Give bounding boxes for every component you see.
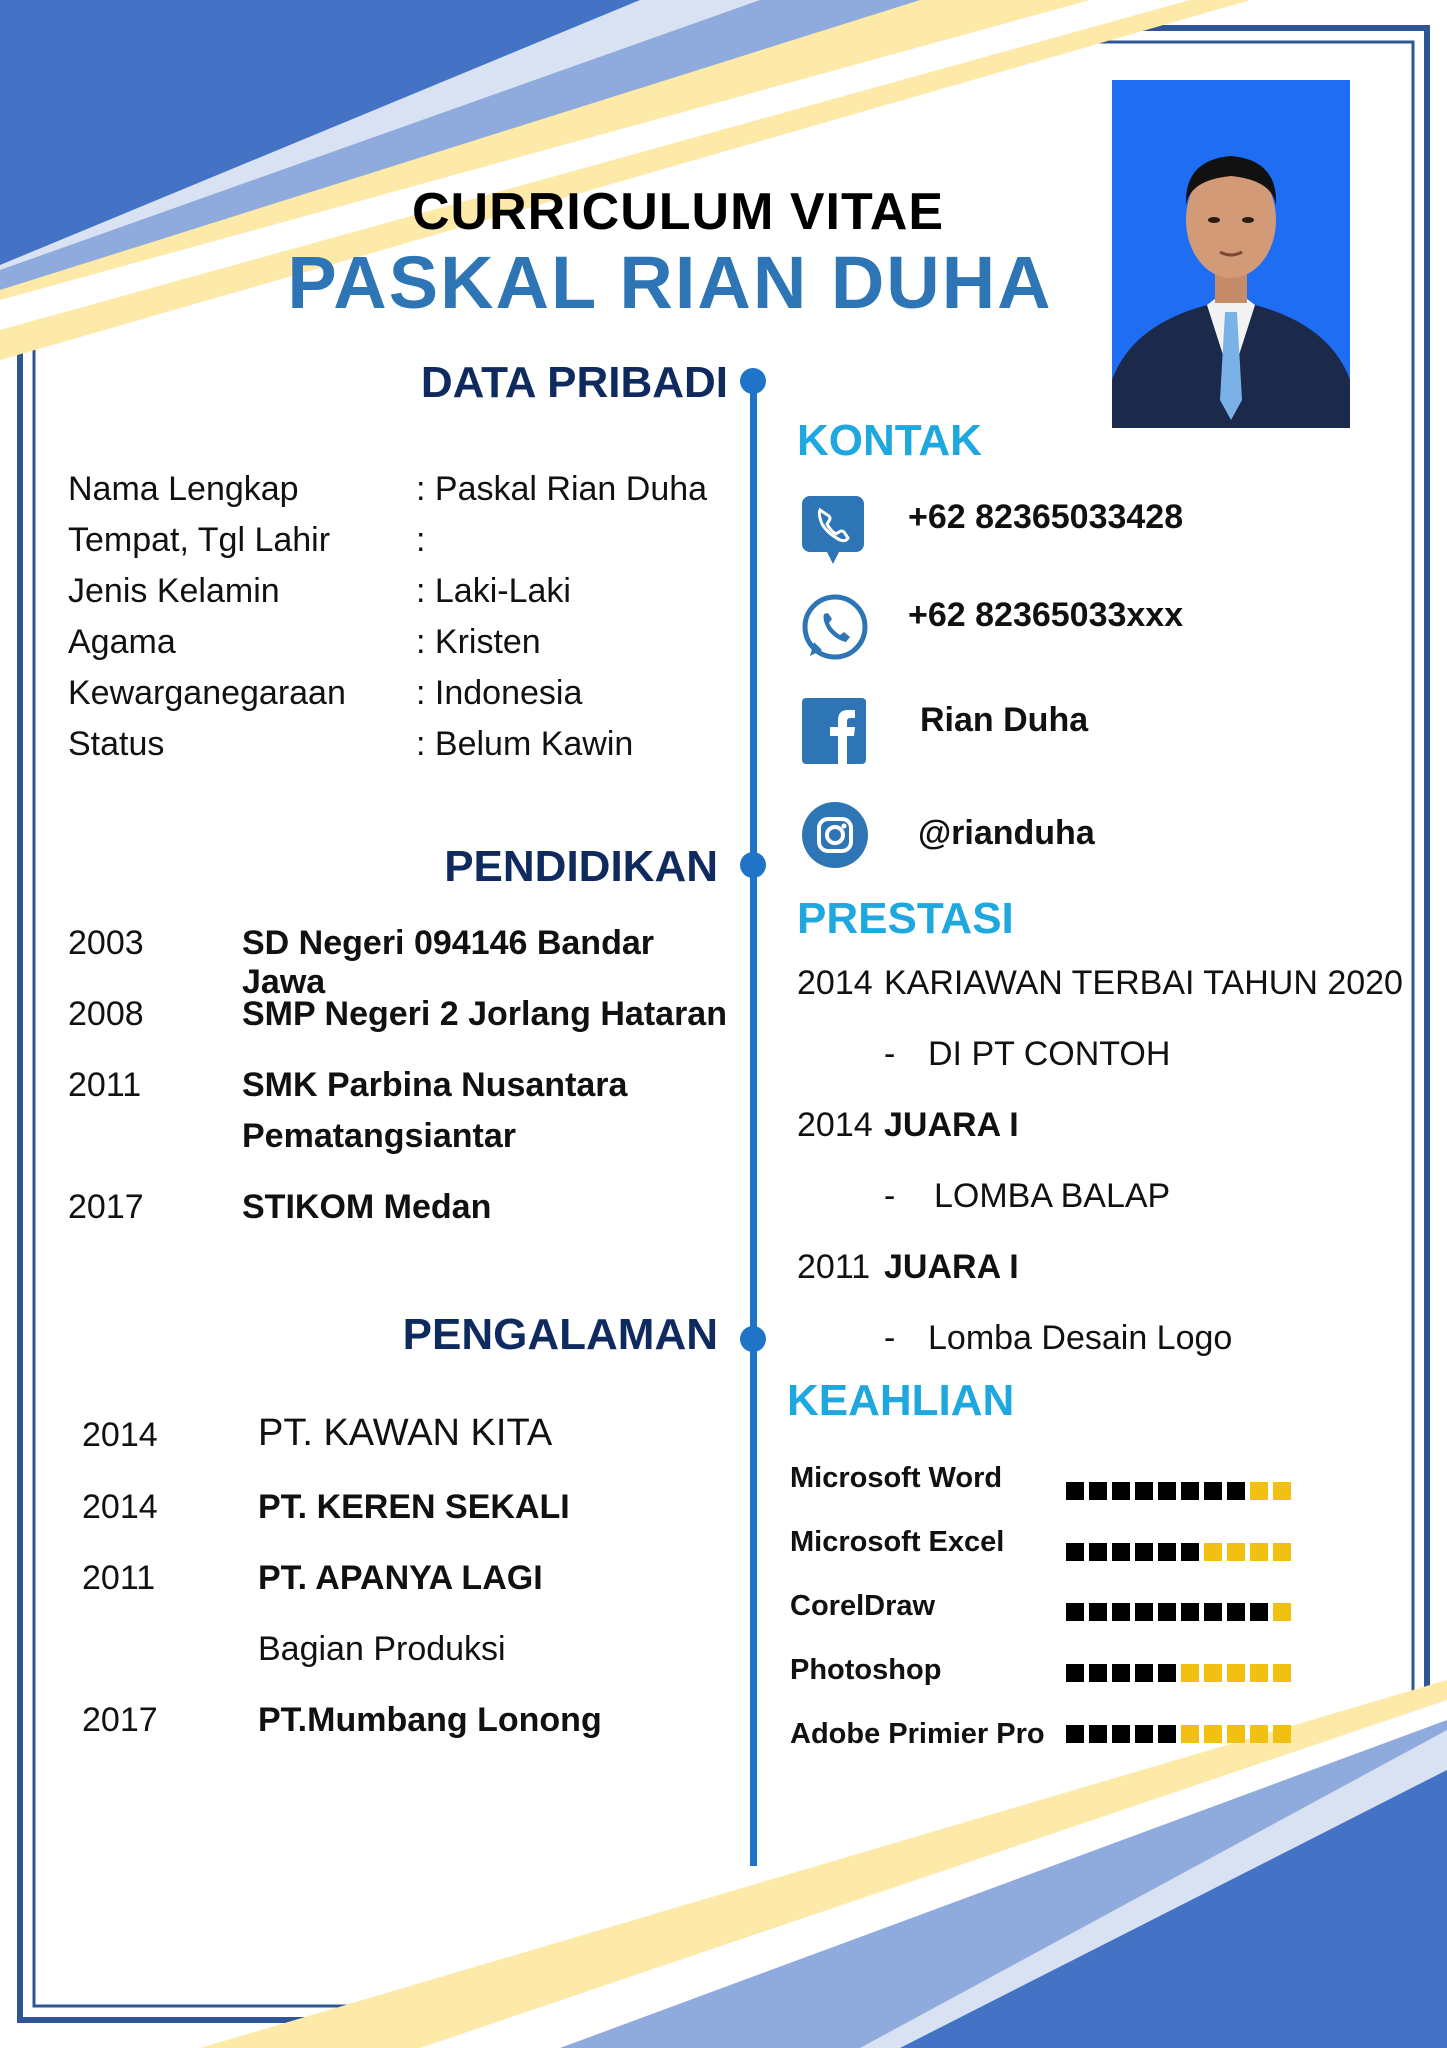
skill-level-empty: [1181, 1664, 1199, 1682]
skill-level-filled: [1135, 1664, 1153, 1682]
skill-level-empty: [1273, 1543, 1291, 1561]
education-year: 2008: [68, 995, 144, 1033]
skill-level-filled: [1089, 1725, 1107, 1743]
cv-title: CURRICULUM VITAE: [412, 183, 945, 241]
education-school: SMK Parbina Nusantara: [242, 1066, 628, 1104]
field-value: : Kristen: [416, 623, 541, 661]
achievement-detail: Lomba Desain Logo: [928, 1319, 1233, 1357]
skill-level-empty: [1204, 1664, 1222, 1682]
skill-level-filled: [1158, 1725, 1176, 1743]
skill-level-empty: [1250, 1482, 1268, 1500]
section-heading-data-pribadi: DATA PRIBADI: [420, 358, 728, 407]
profile-photo: [1112, 80, 1350, 428]
skill-level-empty: [1273, 1482, 1291, 1500]
phone-icon: [800, 494, 866, 560]
dash: -: [884, 1177, 896, 1215]
skill-level-empty: [1250, 1725, 1268, 1743]
skill-level-filled: [1112, 1543, 1130, 1561]
dash: -: [884, 1319, 896, 1357]
skill-level-filled: [1066, 1603, 1084, 1621]
whatsapp-number: +62 82365033xxx: [908, 596, 1184, 634]
field-value: : Laki-Laki: [416, 572, 571, 610]
achievement-title: JUARA I: [884, 1106, 1019, 1144]
skill-level-empty: [1227, 1543, 1245, 1561]
skill-level-filled: [1227, 1603, 1245, 1621]
skill-level-filled: [1135, 1482, 1153, 1500]
timeline-dot: [740, 368, 766, 394]
skill-level-empty: [1204, 1725, 1222, 1743]
skill-level-filled: [1112, 1603, 1130, 1621]
achievement-title: KARIAWAN TERBAI TAHUN 2020: [884, 964, 1403, 1002]
timeline-dot: [740, 1326, 766, 1352]
achievement-year: 2014: [797, 964, 873, 1002]
skill-bar: [1066, 1543, 1291, 1561]
skill-level-filled: [1181, 1482, 1199, 1500]
skill-name: Microsoft Word: [790, 1462, 1003, 1494]
field-label: Kewarganegaraan: [68, 674, 346, 712]
skill-level-empty: [1273, 1725, 1291, 1743]
skill-level-filled: [1089, 1603, 1107, 1621]
experience-year: 2014: [82, 1416, 158, 1454]
field-value: :: [416, 521, 426, 559]
timeline-dot: [740, 852, 766, 878]
field-label: Agama: [68, 623, 176, 661]
facebook-name: Rian Duha: [920, 701, 1089, 739]
skill-level-filled: [1089, 1543, 1107, 1561]
skill-level-filled: [1227, 1482, 1245, 1500]
education-school-line2: Pematangsiantar: [242, 1117, 516, 1155]
skill-level-filled: [1066, 1664, 1084, 1682]
skill-level-filled: [1112, 1482, 1130, 1500]
skill-name: Photoshop: [790, 1654, 942, 1686]
field-label: Status: [68, 725, 165, 763]
skill-level-filled: [1112, 1725, 1130, 1743]
experience-company: PT. APANYA LAGI: [258, 1559, 543, 1597]
experience-year: 2011: [82, 1559, 156, 1597]
instagram-handle: @rianduha: [918, 814, 1095, 852]
skill-level-filled: [1112, 1664, 1130, 1682]
skill-level-filled: [1158, 1664, 1176, 1682]
skill-level-filled: [1181, 1603, 1199, 1621]
field-label: Nama Lengkap: [68, 470, 299, 508]
achievement-year: 2014: [797, 1106, 873, 1144]
section-heading-pendidikan: PENDIDIKAN: [444, 842, 718, 891]
skill-name: Adobe Primier Pro: [790, 1718, 1045, 1750]
whatsapp-icon: [800, 592, 866, 658]
skill-level-filled: [1158, 1603, 1176, 1621]
field-label: Tempat, Tgl Lahir: [68, 521, 331, 559]
achievement-detail: LOMBA BALAP: [934, 1177, 1171, 1215]
field-label: Jenis Kelamin: [68, 572, 280, 610]
achievement-detail: DI PT CONTOH: [928, 1035, 1171, 1073]
education-school: SD Negeri 094146 Bandar Jawa: [242, 924, 654, 1001]
field-value: : Paskal Rian Duha: [416, 470, 708, 508]
skill-level-filled: [1158, 1543, 1176, 1561]
skill-level-empty: [1227, 1725, 1245, 1743]
section-heading-keahlian: KEAHLIAN: [787, 1376, 1015, 1425]
skill-level-empty: [1181, 1725, 1199, 1743]
skill-level-filled: [1250, 1603, 1268, 1621]
skill-level-empty: [1250, 1664, 1268, 1682]
person-name: PASKAL RIAN DUHA: [287, 241, 1053, 324]
instagram-icon: [800, 800, 866, 866]
section-heading-prestasi: PRESTASI: [797, 894, 1014, 943]
skill-level-empty: [1204, 1543, 1222, 1561]
achievement-year: 2011: [797, 1248, 871, 1286]
skill-level-filled: [1181, 1543, 1199, 1561]
skill-bar: [1066, 1482, 1291, 1500]
education-year: 2017: [68, 1188, 144, 1226]
education-school: STIKOM Medan: [242, 1188, 492, 1226]
phone-number: +62 82365033428: [908, 498, 1184, 536]
experience-company: PT. KEREN SEKALI: [258, 1488, 570, 1526]
education-school: SMP Negeri 2 Jorlang Hataran: [242, 995, 727, 1033]
experience-year: 2014: [82, 1488, 158, 1526]
skill-level-filled: [1135, 1725, 1153, 1743]
skill-level-filled: [1158, 1482, 1176, 1500]
skill-level-filled: [1089, 1664, 1107, 1682]
skill-level-filled: [1204, 1482, 1222, 1500]
skill-name: Microsoft Excel: [790, 1526, 1005, 1558]
skill-level-empty: [1273, 1603, 1291, 1621]
skill-level-filled: [1066, 1725, 1084, 1743]
skill-level-empty: [1227, 1664, 1245, 1682]
achievement-title: JUARA I: [884, 1248, 1019, 1286]
skill-level-filled: [1204, 1603, 1222, 1621]
education-year: 2003: [68, 924, 144, 962]
skill-level-filled: [1135, 1543, 1153, 1561]
field-value: : Belum Kawin: [416, 725, 634, 763]
skill-level-empty: [1273, 1664, 1291, 1682]
skill-level-empty: [1250, 1543, 1268, 1561]
experience-detail: Bagian Produksi: [258, 1630, 506, 1668]
experience-company: PT.Mumbang Lonong: [258, 1701, 602, 1739]
field-value: : Indonesia: [416, 674, 583, 712]
skill-level-filled: [1135, 1603, 1153, 1621]
section-heading-pengalaman: PENGALAMAN: [402, 1310, 718, 1359]
experience-company: PT. KAWAN KITA: [258, 1412, 553, 1454]
skill-bar: [1066, 1664, 1291, 1682]
dash: -: [884, 1035, 896, 1073]
skill-level-filled: [1066, 1482, 1084, 1500]
skill-bar: [1066, 1725, 1291, 1743]
facebook-icon: [800, 696, 866, 762]
skill-level-filled: [1066, 1543, 1084, 1561]
experience-year: 2017: [82, 1701, 158, 1739]
skill-name: CorelDraw: [790, 1590, 936, 1622]
skill-bar: [1066, 1603, 1291, 1621]
education-year: 2011: [68, 1066, 142, 1104]
section-heading-kontak: KONTAK: [797, 416, 982, 465]
skill-level-filled: [1089, 1482, 1107, 1500]
